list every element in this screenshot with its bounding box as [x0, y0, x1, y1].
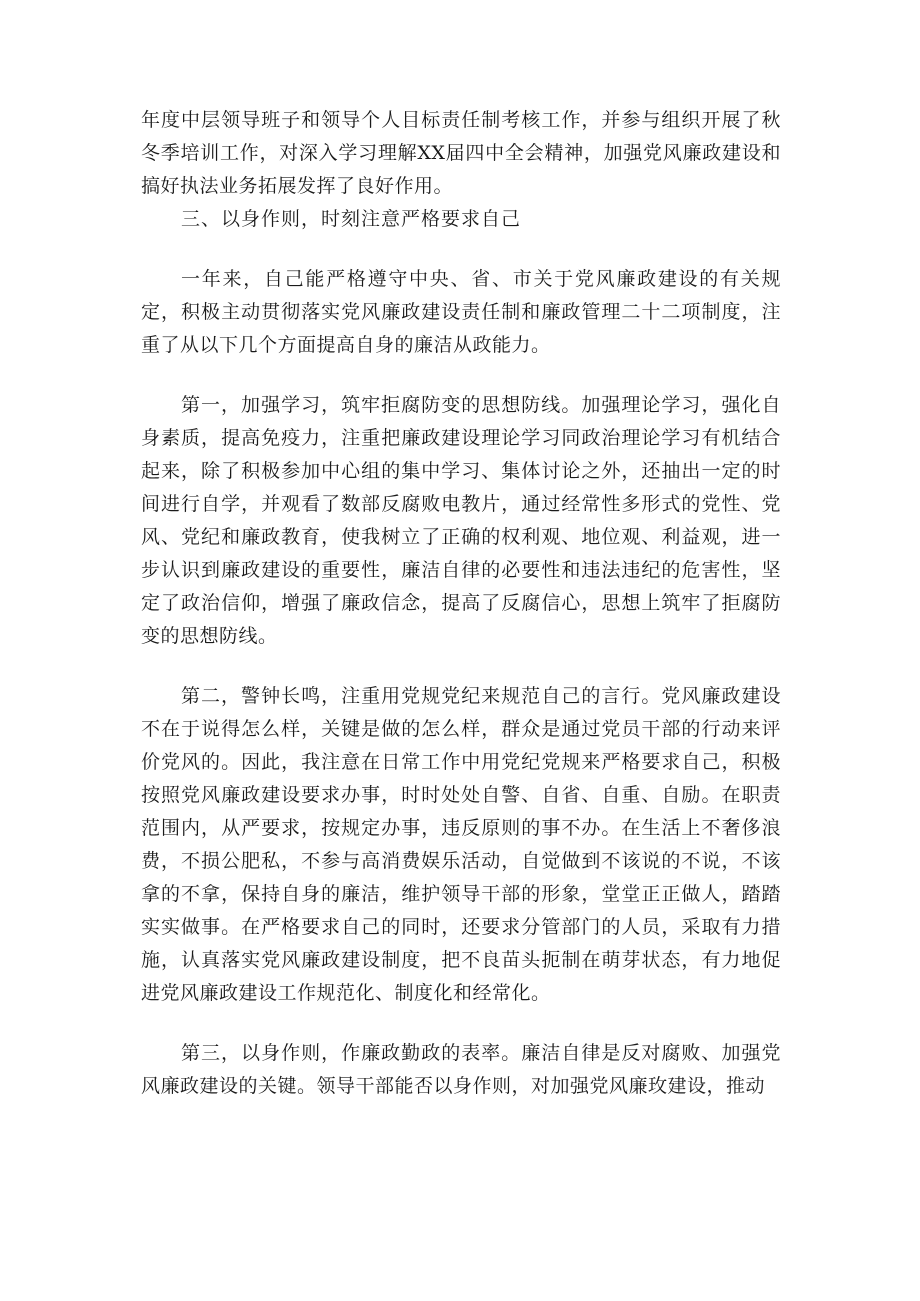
- paragraph-body: 一年来，自己能严格遵守中央、省、市关于党风廉政建设的有关规定，积极主动贯彻落实党风廉政建设责任制和廉政管理二十二项制度，注重了从以下几个方面提高自身的廉洁从政能力。: [141, 268, 781, 356]
- paragraph-body: 第一，加强学习，筑牢拒腐防变的思想防线。加强理论学习，强化自身素质，提高免疫力，注重把廉政建设理论学习同政治理论学习有机结合起来，除了积极参加中心组的集中学习、集体讨论之外，还抽出一定的时间进行自学，并观看了数部反腐败电教片，通过经常性多形式的党性、党风、党纪和廉政教育，使我树立了正确的权利观、地位观、利益观，进一步认识到廉政建设的重要性，廉洁自律的必要性和违法违纪的危害性，坚定了政治信仰，增强了廉政信念，提高了反腐信心，思想上筑牢了拒腐防变的思想防线。: [141, 394, 781, 647]
- section-heading: 三、以身作则，时刻注意严格要求自己: [181, 208, 522, 230]
- paragraph-body: 第三，以身作则，作廉政勤政的表率。廉洁自律是反对腐败、加强党风廉政建设的关键。领导干部能否以身作则，对加强党风廉玫建设，推动: [141, 1042, 781, 1097]
- document-page: [141, 104, 781, 1103]
- paragraph-continuation: 年度中层领导班子和领导个人目标责任制考核工作，并参与组织开展了秋冬季培训工作，对深入学习理解XX届四中全会精神，加强党风廉政建设和搞好执法业务拓展发挥了良好作用。: [141, 109, 781, 197]
- paragraph-body: 第二，警钟长鸣，注重用党规党纪来规范自己的言行。党风廉政建设不在于说得怎么样，关键是做的怎么样，群众是通过党员干部的行动来评价党风的。因此，我注意在日常工作中用党纪党规来严格要求自己，积极按照党风廉政建设要求办事，时时处处自警、自省、自重、自励。在职责范围内，从严要求，按规定办事，违反原则的事不办。在生活上不奢侈浪费，不损公肥私，不参与高消费娱乐活动，自觉做到不该说的不说，不该拿的不拿，保持自身的廉洁，维护领导干部的形象，堂堂正正做人，踏踏实实做事。在严格要求自己的同时，还要求分管部门的人员，采取有力措施，认真落实党风廉政建设制度，把不良苗头扼制在萌芽状态，有力地促进党风廉政建设工作规范化、制度化和经常化。: [141, 685, 781, 1004]
